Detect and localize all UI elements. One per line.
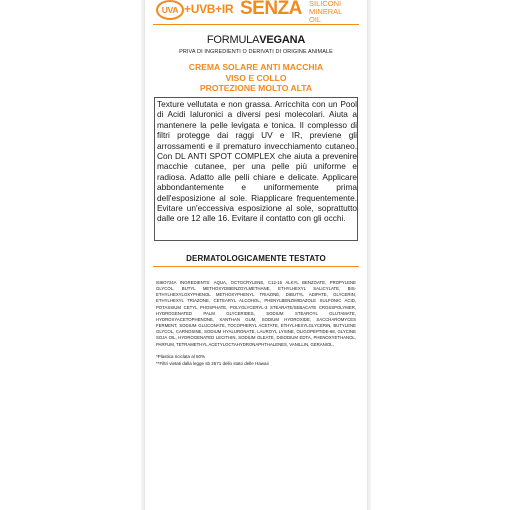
recycled-plastic-note: *Plastica riciclata al 50%: [156, 354, 206, 359]
uva-badge: [156, 0, 184, 20]
product-title-line3: PROTEZIONE MOLTO ALTA: [199, 83, 313, 93]
orange-divider-top: [153, 24, 359, 25]
product-description: Texture vellutata e non grassa. Arricchita con un Pool di Acidi Ialuronici a diversi pesi molecolari. Aiuta a mantenere la pelle levigata e tonica. Il complesso di filtri protegge dai raggi UV e IR, previene gli arrossamenti e il prematuro invecchiamento cutaneo. Con DL ANTI SPOT COMPLEX che aiuta a prevenire macchie cutanee, per una pelle più uniforme e radiosa. Adatto alle pelli chiare e delicate. Applicare abbondantemente e uniformemente prima dell'esposizione al sole. Riapplicare frequentemente. Evitare un'eccessiva esposizione al sole, soprattutto dalle ore 12 alle 16. Evitare il contatto con gli occhi.: [157, 99, 357, 224]
free-of-list: [309, 0, 356, 24]
product-label-panel: [145, 0, 367, 510]
uvb-ir-claim: +UVB+IR: [184, 2, 234, 16]
dermatological-claim: DERMATOLOGICAMENTE TESTATO: [186, 254, 326, 263]
claims-header: [156, 0, 356, 22]
formula-subtitle: PRIVA DI INGREDIENTI O DERIVATI DI ORIGINE ANIMALE: [179, 49, 333, 55]
senza-claim: SENZA: [240, 0, 302, 19]
formula-bold: VEGANA: [259, 34, 306, 46]
orange-divider-bottom: [153, 266, 359, 267]
free-of-siliconi: SILICONI: [309, 0, 342, 8]
formula-prefix: FORMULA: [206, 34, 260, 46]
product-title-line2: VISO E COLLO: [225, 72, 287, 83]
hawaii-filters-note: **Filtri vietati dalla legge sb 2571 dello stato delle Hawaii: [156, 361, 269, 366]
uva-badge-text: UVA: [161, 5, 179, 15]
free-of-mineral-oil: MINERAL OIL: [309, 7, 343, 24]
ingredients-list: I6I6O724A INGREDIENTS: AQUA, OCTOCRYLENE, C12-15 ALKYL BENZOATE, PROPYLENE GLYCOL, BUTYL METHOXYDIBENZOYLMETHANE, ETHYLHEXYL SALICYLATE, BIS-ETHYLHEXYLOXYPHENOL METHOXYPHENYL TRIAZINE, DIBUTYL ADIPATE, GLYCERIN, ETHYLHEXYL TRIAZONE, CETEARYL ALCOHOL, PHENYLBENZIMIDAZOLE SULFONIC ACID, POTASSIUM CETYL PHOSPHATE, POLYGLYCERYL-3 STEARATE/SEBACATE CROSSPOLYMER, HYDROGENATED PALM GLYCERIDES, SODIUM STEAROYL GLUTAMATE, HYDROXYACETOPHENONE, XANTHAN GUM, SODIUM HYDROXIDE, SACCHAROMYCES FERMENT, SODIUM GLUCONATE, TOCOPHERYL ACETATE, ETHYLHEXYLGLYCERIN, BUTYLENE GLYCOL, CARNOSINE, SODIUM HYALURONATE, LAUROYL LYSINE, OLIGOPEPTIDE-68, GLYCINE SOJA OIL, HYDROGENATED LECITHIN, SODIUM OLEATE, DISODIUM EDTA, PHENOXYETHANOL, PARFUM, TETRAMETHYL ACETYLOCTAHYDRONAPHTHALENES, VANILLIN, GERANIOL.: [156, 280, 356, 347]
product-title: [145, 62, 367, 94]
product-title-line1: CREMA SOLARE ANTI MACCHIA: [188, 62, 324, 72]
formula-vegana-heading: [145, 34, 367, 46]
carton-edge-right: [367, 0, 371, 510]
